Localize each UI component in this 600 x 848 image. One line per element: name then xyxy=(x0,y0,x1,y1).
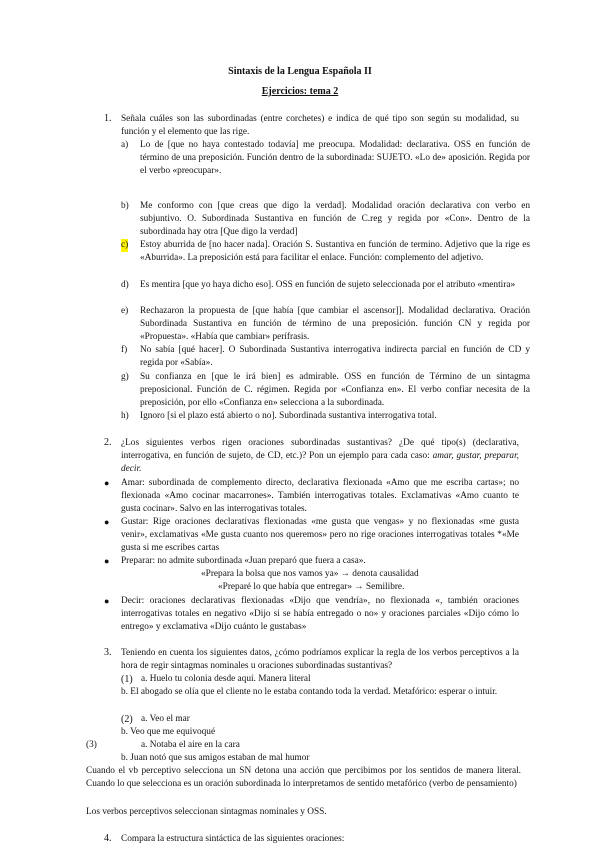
example-line: a. Huelo tu colonia desde aquí. Manera literal xyxy=(141,674,311,684)
question-2-text xyxy=(121,437,519,476)
summary-paragraph: Los verbos perceptivos seleccionan sintagmas nominales y OSS. xyxy=(86,807,327,817)
example-line: a. Veo el mar xyxy=(141,714,190,724)
item-label: a) xyxy=(121,140,129,150)
document-subtitle: Ejercicios: tema 2 xyxy=(261,86,339,97)
question-1-number: 1. xyxy=(104,113,112,124)
question-1-text: Señala cuáles son las subordinadas (entre corchetes) e indica de qué tipo son según su modalidad, su función y el elemento que las rige. xyxy=(121,114,519,137)
item-label: h) xyxy=(121,411,129,421)
item-label: d) xyxy=(121,280,129,290)
group-2-label: (2) xyxy=(121,714,133,725)
item-text: Lo de [que no haya contestado todavía] me preocupa. Modalidad: declarativa. OSS en función de término de una preposición. Función dentro de la subordinada: SUJETO. «Lo de» aposición. Regida por el verbo «preocupar». xyxy=(140,140,530,176)
question-2-prompt: ¿Los siguientes verbos rigen oraciones subordinadas sustantivas? ¿De qué tipo(s) (declarativa, interrogativa, en función de sujeto, de CD, etc.)? Pon un ejemplo para cada caso: xyxy=(121,438,519,461)
item-label: g) xyxy=(121,372,129,382)
example-line: a. Notaba el aire en la cara xyxy=(141,740,240,750)
bullet-text: Decir: oraciones declarativas flexionadas «Dijo que vendría», no flexionada «, también oraciones interrogativas totales en negativo «Dijo si se había entregado o no» y oraciones parciales «Dijo cómo lo entrego» y exclamativa «Dijo cuánto le gustabas» xyxy=(121,596,519,632)
item-label-highlighted: c) xyxy=(121,240,129,250)
item-label: f) xyxy=(121,345,128,355)
group-1-label: (1) xyxy=(121,674,133,685)
bullet-text: Gustar: Rige oraciones declarativas flexionadas «me gusta que vengas» y no flexionadas «me gusta venir», exclamativas «Me gusta cuanto nos queremos» pero no rige oraciones interrogativas totales *«Me gusta si me escribes cartas xyxy=(121,517,519,553)
item-text: Rechazaron la propuesta de [que había [que cambiar el ascensor]]. Modalidad declarativa. Oración Subordinada Sustantiva en función de término de una preposición. función CN y regida por «Propuesta». «Había que cambiar» perífrasis. xyxy=(140,306,530,342)
question-2-verbs: amar, gustar, preparar, decir. xyxy=(121,451,519,474)
group-3-label: (3) xyxy=(86,740,97,750)
bullet-icon: ● xyxy=(104,517,110,527)
document-title: Sintaxis de la Lengua Española II xyxy=(228,66,372,77)
question-2-number: 2. xyxy=(104,437,112,448)
bullet-text: Preparar: no admite subordinada «Juan preparó que fuera a casa». xyxy=(121,556,366,566)
item-label: e) xyxy=(121,306,129,316)
item-label: b) xyxy=(121,201,129,211)
question-3-number: 3. xyxy=(104,647,112,658)
example-line: b. Veo que me equivoqué xyxy=(121,727,216,737)
item-text: Es mentira [que yo haya dicho eso]. OSS en función de sujeto seleccionada por el atributo «mentira» xyxy=(140,280,516,290)
item-text: Ignoro [si el plazo está abierto o no]. Subordinada sustantiva interrogativa total. xyxy=(140,411,437,421)
bullet-text: Amar: subordinada de complemento directo, declarativa flexionada «Amo que me escriba cartas»; no flexionada «Amo cocinar macarrones». También interrogativas totales. Exclamativas «Amo cuanto te gusta cocinar». Salvo en las interrogativas totales. xyxy=(121,478,519,514)
bullet-icon: ● xyxy=(104,478,110,488)
item-text: Me conformo con [que creas que digo la verdad]. Modalidad oración declarativa con verbo en subjuntivo. O. Subordinada Sustantiva en función de C.reg y regida por «Con». Dentro de la subordinada hay otra [Que digo la verdad] xyxy=(140,201,530,237)
question-3-text: Teniendo en cuenta los siguientes datos, ¿cómo podríamos explicar la regla de los verbos perceptivos a la hora de regir sintagmas nominales u oraciones subordinadas sustantivas? xyxy=(121,648,519,671)
example-line: b. Juan notó que sus amigos estaban de mal humor xyxy=(121,753,310,763)
item-text: Estoy aburrida de [no hacer nada]. Oración S. Sustantiva en función de termino. Adjetivo que la rige es «Aburrida». La preposición está para facilitar el enlace. Función: complemento del adjetivo. xyxy=(140,240,530,263)
bullet-icon: ● xyxy=(104,596,110,606)
bullet-icon: ● xyxy=(104,556,110,566)
example-line: «Prepara la bolsa que nos vamos ya» → denota causalidad xyxy=(201,569,419,579)
item-text: No sabía [qué hacer]. O Subordinada Sustantiva interrogativa indirecta parcial en función de CD y regida por «Sabía». xyxy=(140,345,530,368)
conclusion-paragraph: Cuando el vb perceptivo selecciona un SN detona una acción que percibimos por los sentidos de manera literal. Cuando lo que selecciona es un oración subordinada lo interpretamos de sentido metafórico (verbo de pensamiento) xyxy=(86,766,521,789)
item-text: Su confianza en [que le irá bien] es admirable. OSS en función de Término de un sintagma preposicional. Función de C. régimen. Regida por «Confianza en». El verbo confiar necesita de la preposición, por ello «Confianza en» selecciona a la subordinada. xyxy=(140,372,530,408)
example-line: «Preparé lo que había que entregar» → Semilibre. xyxy=(218,582,405,592)
question-4-text: Compara la estructura sintáctica de las siguientes oraciones: xyxy=(121,834,345,844)
question-4-number: 4. xyxy=(104,833,112,844)
example-line: b. El abogado se olía que el cliente no le estaba contando toda la verdad. Metafórico: esperar o intuir. xyxy=(121,687,498,697)
